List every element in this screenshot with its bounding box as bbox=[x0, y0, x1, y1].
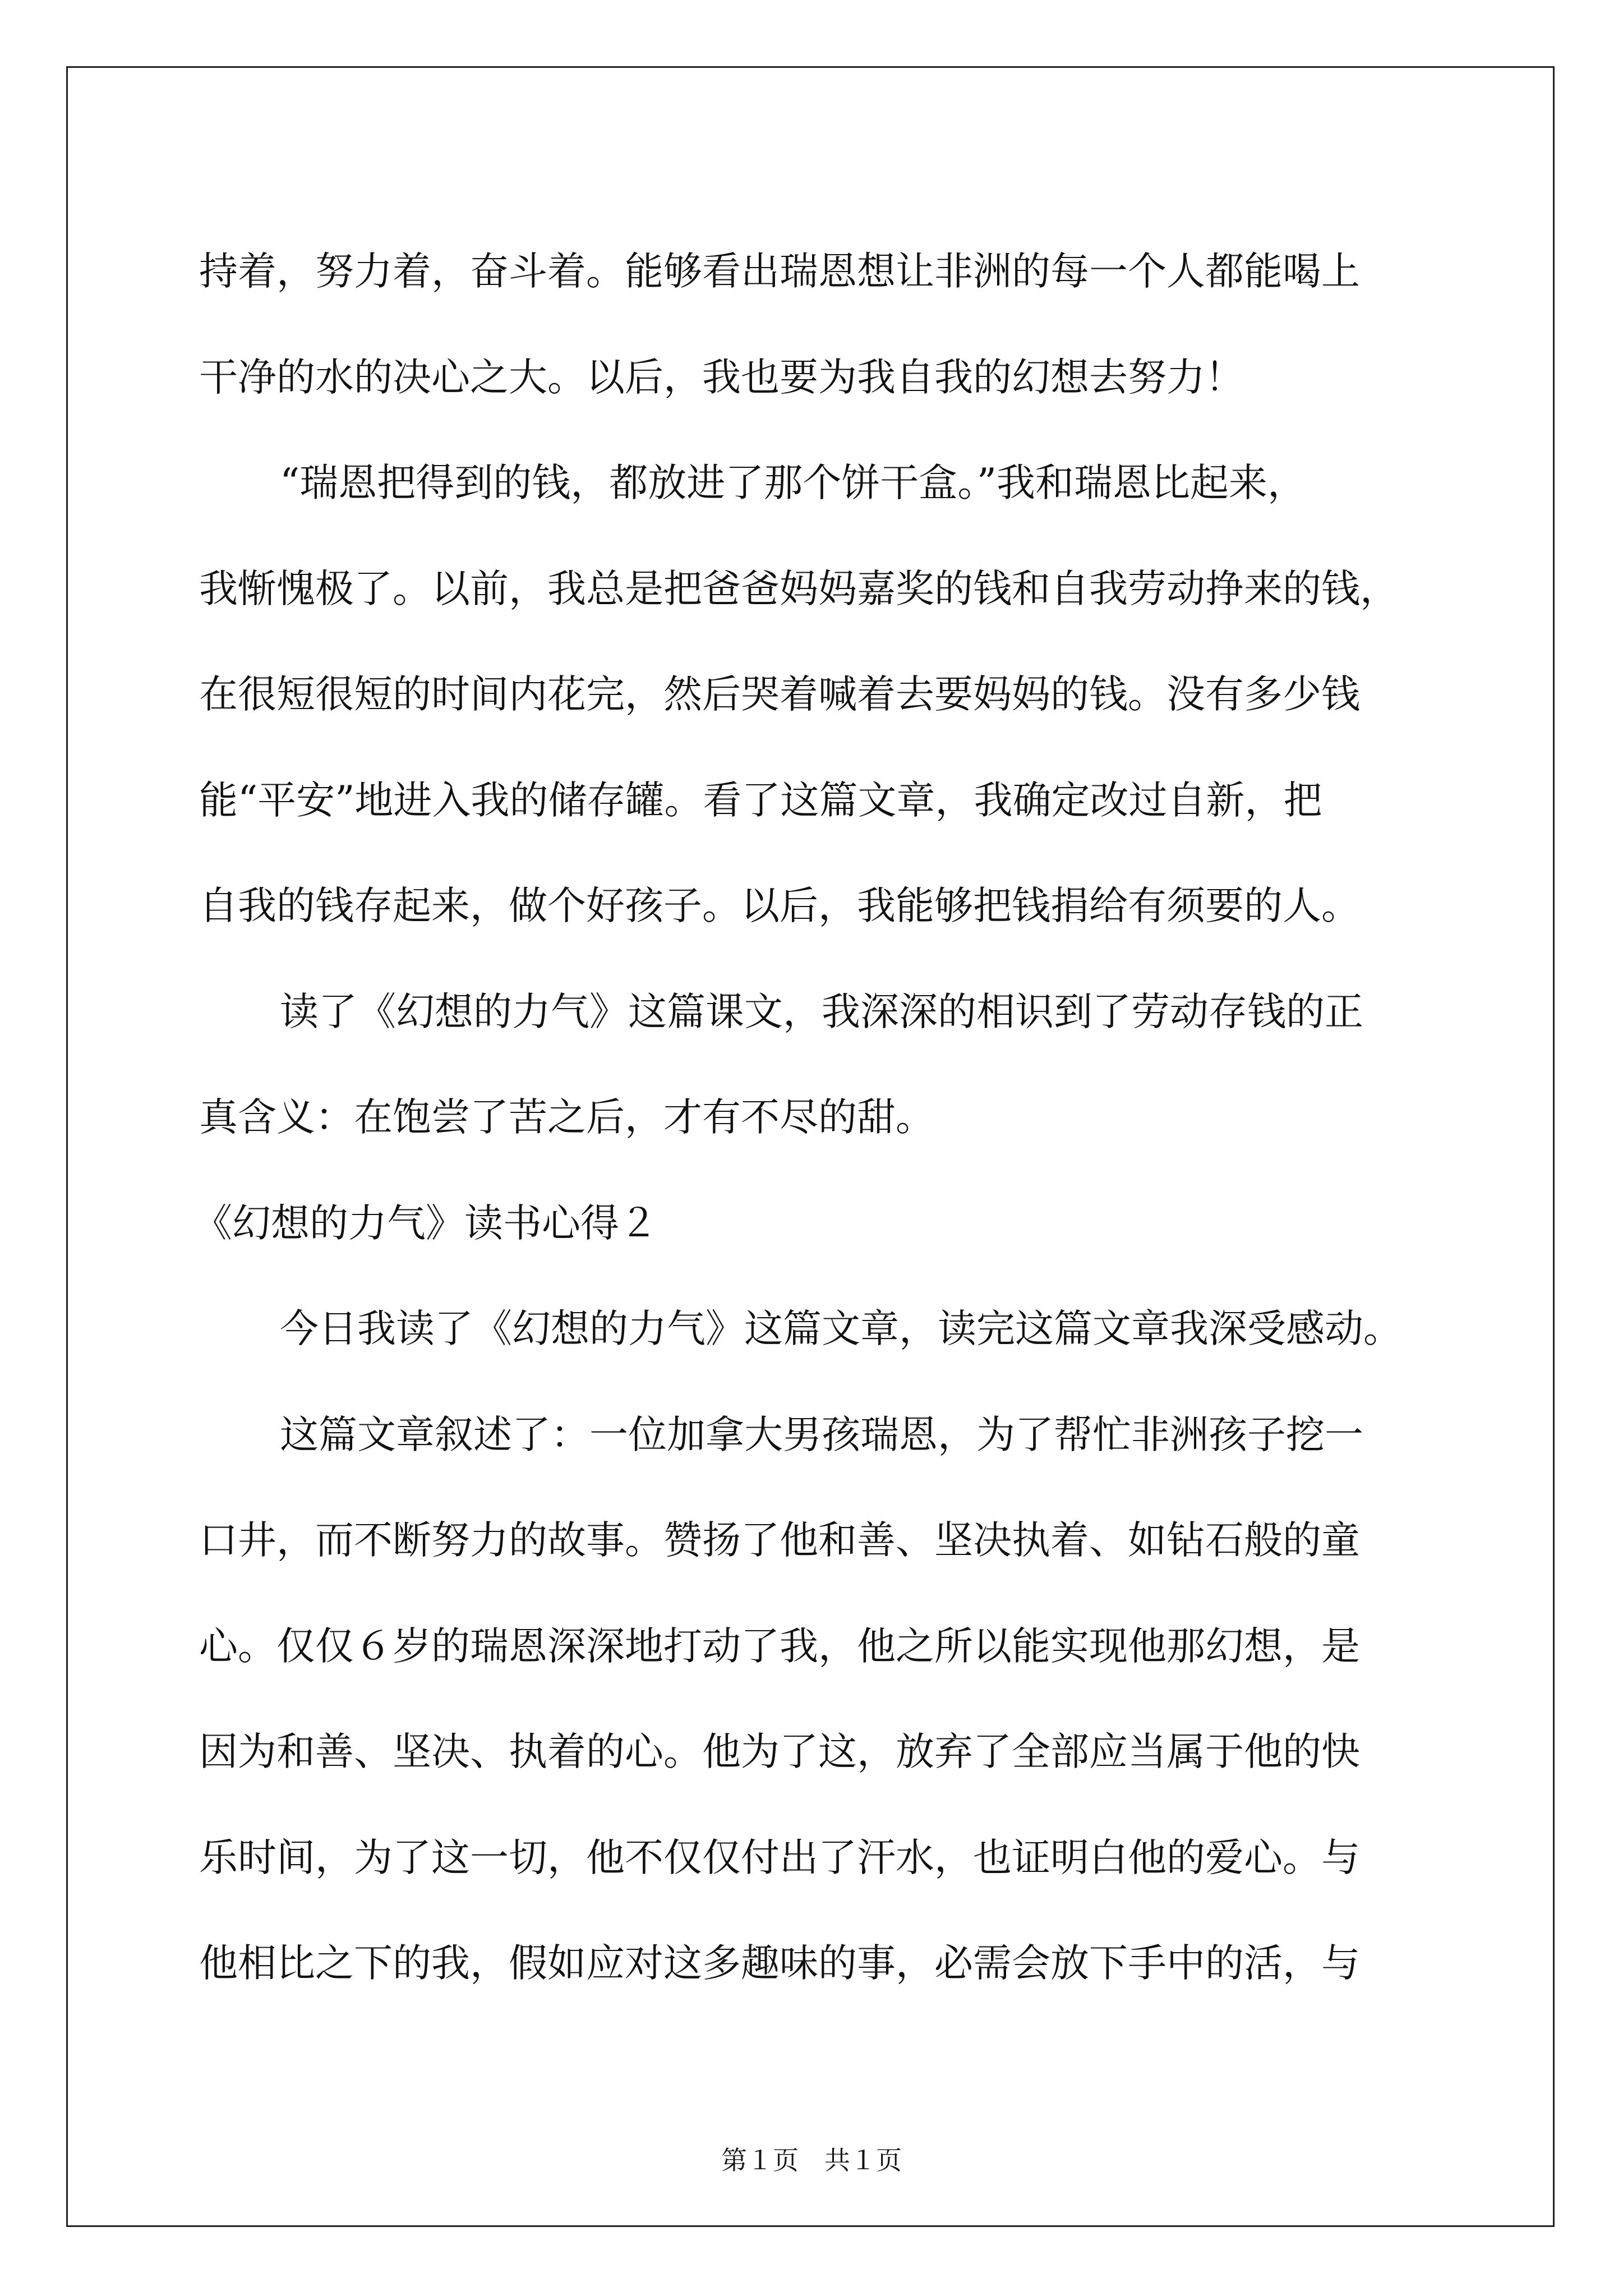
text-line: 心。仅仅６岁的瑞恩深深地打动了我，他之所以能实现他那幻想，是 bbox=[199, 1623, 1360, 1669]
text-line: 他相比之下的我，假如应对这多趣味的事，必需会放下手中的活，与 bbox=[199, 1941, 1360, 1986]
text-line: 乐时间，为了这一切，他不仅仅付出了汗水，也证明白他的爱心。与 bbox=[199, 1835, 1360, 1880]
section-heading: 《幻想的力气》读书心得２ bbox=[193, 1200, 658, 1246]
text-line: 自我的钱存起来，做个好孩子。以后，我能够把钱捐给有须要的人。 bbox=[199, 884, 1360, 928]
text-line: “瑞恩把得到的钱，都放进了那个饼干盒。”我和瑞恩比起来， bbox=[280, 461, 1307, 505]
text-line: 持着，努力着，奋斗着。能够看出瑞恩想让非洲的每一个人都能喝上 bbox=[199, 249, 1360, 294]
text-line: 今日我读了《幻想的力气》这篇文章，读完这篇文章我深受感动。 bbox=[280, 1306, 1402, 1351]
document-body bbox=[193, 219, 1444, 2017]
text-line: 能“平安”地进入我的储存罐。看了这篇文章，我确定改过自新，把 bbox=[199, 777, 1322, 823]
text-line: 读了《幻想的力气》这篇课文，我深深的相识到了劳动存钱的正 bbox=[280, 989, 1363, 1034]
text-line: 因为和善、坚决、执着的心。他为了这，放弃了全部应当属于他的快 bbox=[199, 1729, 1360, 1774]
text-line: 在很短很短的时间内花完，然后哭着喊着去要妈妈的钱。没有多少钱 bbox=[199, 672, 1360, 717]
text-line: 口井，而不断努力的故事。赞扬了他和善、坚决执着、如钻石般的童 bbox=[199, 1518, 1360, 1563]
page-footer: 第１页 共１页 bbox=[721, 2146, 902, 2175]
text-line: 我惭愧极了。以前，我总是把爸爸妈妈嘉奖的钱和自我劳动挣来的钱， bbox=[199, 566, 1399, 611]
text-line: 这篇文章叙述了：一位加拿大男孩瑞恩，为了帮忙非洲孩子挖一 bbox=[280, 1412, 1363, 1457]
text-line: 真含义：在饱尝了苦之后，才有不尽的甜。 bbox=[199, 1095, 934, 1140]
text-line: 干净的水的决心之大。以后，我也要为我自我的幻想去努力！ bbox=[199, 355, 1244, 400]
